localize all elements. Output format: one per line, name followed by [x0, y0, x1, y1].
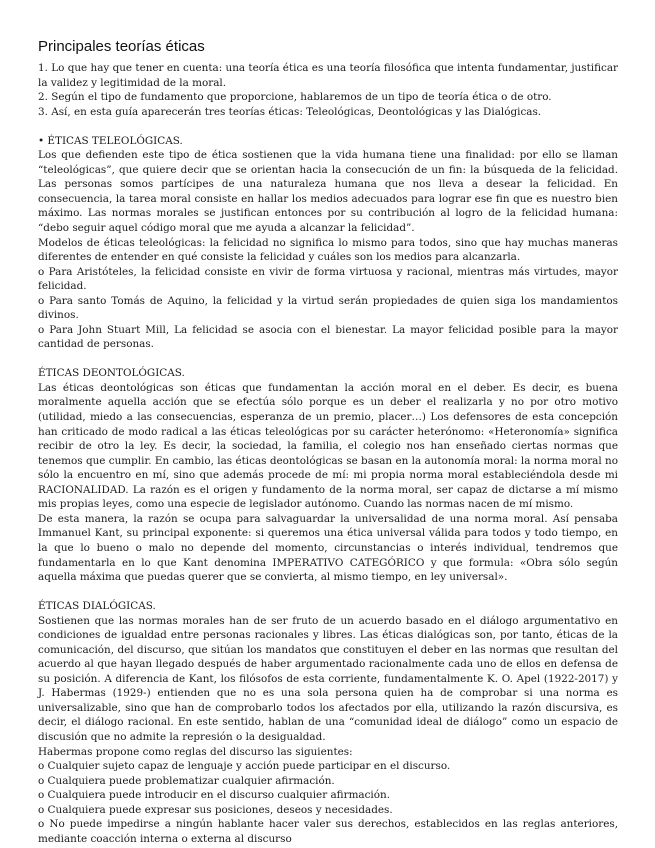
spacer [38, 119, 618, 134]
deontologicas-paragraph-2: De esta manera, la razón se ocupa para salvaguardar la universalidad de una norma moral. Así pensaba Immanuel Kant, su principal exponente: si queremos una ética universal válida para todos y todo tiempo, en la que lo bueno o malo no depende del momento, circunstancias o interés individual, tendremos que fundamentarla en lo que Kant denomina IMPERATIVO CATEGÓRICO y que formula: «Obra sólo según aquella máxima que puedas querer que se convierta, al mismo tiempo, en ley universal». [38, 512, 618, 584]
teleologicas-list-item-aquino: o Para santo Tomás de Aquino, la felicidad y la virtud serán propiedades de quien siga los mandamientos divinos. [38, 294, 618, 322]
teleologicas-paragraph-1: Los que defienden este tipo de ética sostienen que la vida humana tiene una finalidad: por ello se llaman “teleológicas”, que quiere decir que se orientan hacia la consecución de un fin: la búsqueda de la felicidad. Las personas somos partícipes de una naturaleza humana que nos lleva a desear la felicidad. En consecuencia, la tarea moral consiste en hallar los medios adecuados para lograr ese fin que es nuestro bien máximo. Las normas morales se justifican entonces por su contribución al logro de la felicidad humana: “debo seguir aquel código moral que me ayuda a alcanzar la felicidad”. [38, 149, 618, 234]
dialogicas-paragraph-1: Sostienen que las normas morales han de ser fruto de un acuerdo basado en el diálogo argumentativo en condiciones de igualdad entre personas racionales y libres. Las éticas dialógicas son, por tanto, éticas de la comunicación, del discurso, que sitúan los mandatos que constituyen el deber en las normas que resultan del acuerdo al que hayan llegado después de haber argumentado racionalmente cada uno de ellos en defensa de su posición. A diferencia de Kant, los filósofos de esta corriente, fundamentalmente K. O. Apel (1922-2017) y J. Habermas (1929-) entienden que no es una sola persona quien ha de comprobar si una norma es universalizable, sino que han de comprobarlo todos los afectados por ella, utilizando la razón discursiva, es decir, el diálogo racional. En este sentido, hablan de una “comunidad ideal de diálogo” como un espacio de discusión que no admite la represión o la desigualdad. [38, 614, 618, 744]
teleologicas-paragraph-2: Modelos de éticas teleológicas: la felicidad no significa lo mismo para todos, sino que hay muchas maneras diferentes de entender en qué consiste la felicidad y cuáles son los medios para alcanzarla. [38, 236, 618, 264]
spacer [38, 352, 618, 367]
document-page [38, 38, 618, 846]
spacer [38, 585, 618, 600]
deontologicas-paragraph-1: Las éticas deontológicas son éticas que fundamentan la acción moral en el deber. Es decir, es buena moralmente aquella acción que se efectúa sólo porque es un deber el realizarla y no por otro motivo (utilidad, miedo a las consecuencias, esperanza de un premio, placer…) Los defensores de esta concepción han criticado de modo radical a las éticas teleológicas por su carácter heterónomo: «Heteronomía» significa recibir de otro la ley. Es decir, la sociedad, la familia, el colegio nos han enseñado ciertas normas que tenemos que cumplir. En cambio, las éticas deontológicas se basan en la autonomía moral: la norma moral no sólo la encuentro en mí, sino que además procede de mí: mi propia norma moral estableciéndola desde mi RACIONALIDAD. La razón es el origen y fundamento de la norma moral, ser capaz de dictarse a mí mismo mis propias leyes, como una especie de legislador autónomo. Cuando las normas nacen de mí mismo. [38, 381, 618, 511]
section-heading-dialogicas: ÉTICAS DIALÓGICAS. [38, 600, 156, 613]
intro-item-1: 1. Lo que hay que tener en cuenta: una teoría ética es una teoría filosófica que intenta fundamentar, justificar la validez y legitimidad de la moral. [38, 62, 618, 89]
dialogicas-list-item-2: o Cualquiera puede problematizar cualquier afirmación. [38, 774, 335, 787]
section-heading-teleologicas: • ÉTICAS TELEOLÓGICAS. [38, 134, 183, 147]
document-title: Principales teorías éticas [38, 38, 205, 55]
dialogicas-list-item-4: o Cualquiera puede expresar sus posiciones, deseos y necesidades. [38, 803, 393, 816]
teleologicas-list-item-aristoteles: o Para Aristóteles, la felicidad consiste en vivir de forma virtuosa y racional, mientras más virtudes, mayor felicidad. [38, 265, 618, 293]
section-heading-deontologicas: ÉTICAS DEONTOLÓGICAS. [38, 367, 185, 380]
dialogicas-list-item-1: o Cualquier sujeto capaz de lenguaje y acción puede participar en el discurso. [38, 760, 451, 773]
dialogicas-list-item-3: o Cualquiera puede introducir en el discurso cualquier afirmación. [38, 789, 391, 802]
teleologicas-list-item-mill: o Para John Stuart Mill, La felicidad se asocia con el bienestar. La mayor felicidad posible para la mayor cantidad de personas. [38, 323, 618, 351]
intro-item-3: 3. Así, en esta guía aparecerán tres teorías éticas: Teleológicas, Deontológicas y las Dialógicas. [38, 105, 542, 118]
dialogicas-list-item-5: o No puede impedirse a ningún hablante hacer valer sus derechos, establecidos en las reglas anteriores, mediante coacción interna o externa al discurso [38, 818, 618, 845]
intro-item-2: 2. Según el tipo de fundamento que proporcione, hablaremos de un tipo de teoría ética o de otro. [38, 91, 552, 104]
dialogicas-paragraph-2: Habermas propone como reglas del discurso las siguientes: [38, 745, 353, 758]
